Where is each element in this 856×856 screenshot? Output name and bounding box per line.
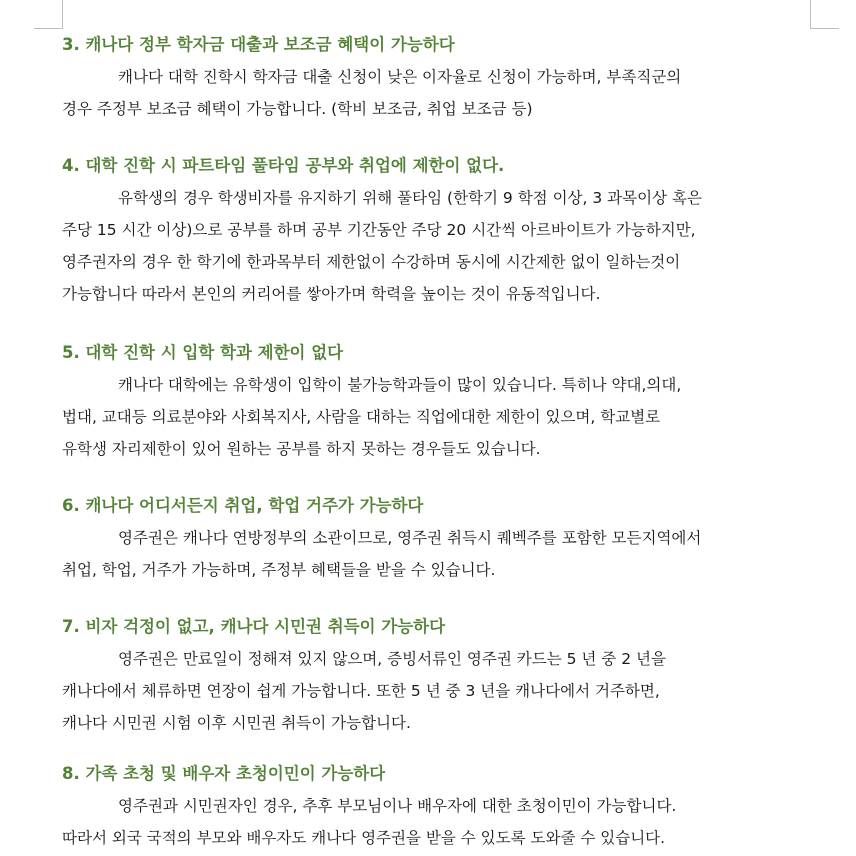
paragraph-line: 유학생 자리제한이 있어 원하는 공부를 하지 못하는 경우들도 있습니다. xyxy=(62,440,541,458)
section-4 xyxy=(62,150,822,310)
paragraph-line: 법대, 교대등 의료분야와 사회복지사, 사람을 대하는 직업에대한 제한이 있으며, 학교별로 xyxy=(62,408,661,426)
paragraph-line: 캐나다에서 체류하면 연장이 쉽게 가능합니다. 또한 5 년 중 3 년을 캐나다에서 거주하면, xyxy=(62,682,660,700)
section-7 xyxy=(62,611,822,739)
paragraph-line: 영주권은 만료일이 정해져 있지 않으며, 증빙서류인 영주권 카드는 5 년 중 2 년을 xyxy=(118,650,666,668)
paragraph-line: 취업, 학업, 거주가 가능하며, 주정부 혜택들을 받을 수 있습니다. xyxy=(62,561,496,579)
page-corner-mark-left xyxy=(34,0,63,29)
paragraph-line: 영주권과 시민권자인 경우, 추후 부모님이나 배우자에 대한 초청이민이 가능합니다. xyxy=(118,797,677,815)
paragraph-line: 주당 15 시간 이상)으로 공부를 하며 공부 기간동안 주당 20 시간씩 아르바이트가 가능하지만, xyxy=(62,221,696,239)
section-heading: 5. 대학 진학 시 입학 학과 제한이 없다 xyxy=(62,343,344,362)
paragraph-line: 캐나다 대학에는 유학생이 입학이 불가능학과들이 많이 있습니다. 특히나 약대,의대, xyxy=(118,376,682,394)
section-heading: 6. 캐나다 어디서든지 취업, 학업 거주가 가능하다 xyxy=(62,496,424,515)
page-corner-mark-right xyxy=(810,0,839,29)
paragraph-line: 영주권자의 경우 한 학기에 한과목부터 제한없이 수강하며 동시에 시간제한 없이 일하는것이 xyxy=(62,253,681,271)
section-heading: 3. 캐나다 정부 학자금 대출과 보조금 혜택이 가능하다 xyxy=(62,35,455,54)
paragraph-line: 유학생의 경우 학생비자를 유지하기 위해 풀타임 (한학기 9 학점 이상, 3 과목이상 혹은 xyxy=(118,189,702,207)
paragraph-line: 영주권은 캐나다 연방정부의 소관이므로, 영주권 취득시 퀘벡주를 포함한 모든지역에서 xyxy=(118,529,702,547)
section-5 xyxy=(62,337,822,465)
paragraph-line: 캐나다 대학 진학시 학자금 대출 신청이 낮은 이자율로 신청이 가능하며, 부족직군의 xyxy=(118,68,682,86)
paragraph-line: 경우 주정부 보조금 혜택이 가능합니다. (학비 보조금, 취업 보조금 등) xyxy=(62,100,533,118)
section-heading: 7. 비자 걱정이 없고, 캐나다 시민권 취득이 가능하다 xyxy=(62,617,446,636)
paragraph-line: 가능합니다 따라서 본인의 커리어를 쌓아가며 학력을 높이는 것이 유동적입니다. xyxy=(62,285,601,303)
section-8 xyxy=(62,758,822,854)
section-6 xyxy=(62,490,822,586)
section-3 xyxy=(62,29,822,125)
section-heading: 4. 대학 진학 시 파트타임 풀타임 공부와 취업에 제한이 없다. xyxy=(62,156,505,175)
paragraph-line: 캐나다 시민권 시험 이후 시민권 취득이 가능합니다. xyxy=(62,714,411,732)
paragraph-line: 따라서 외국 국적의 부모와 배우자도 캐나다 영주권을 받을 수 있도록 도와줄 수 있습니다. xyxy=(62,829,666,847)
section-heading: 8. 가족 초청 및 배우자 초청이민이 가능하다 xyxy=(62,764,386,783)
